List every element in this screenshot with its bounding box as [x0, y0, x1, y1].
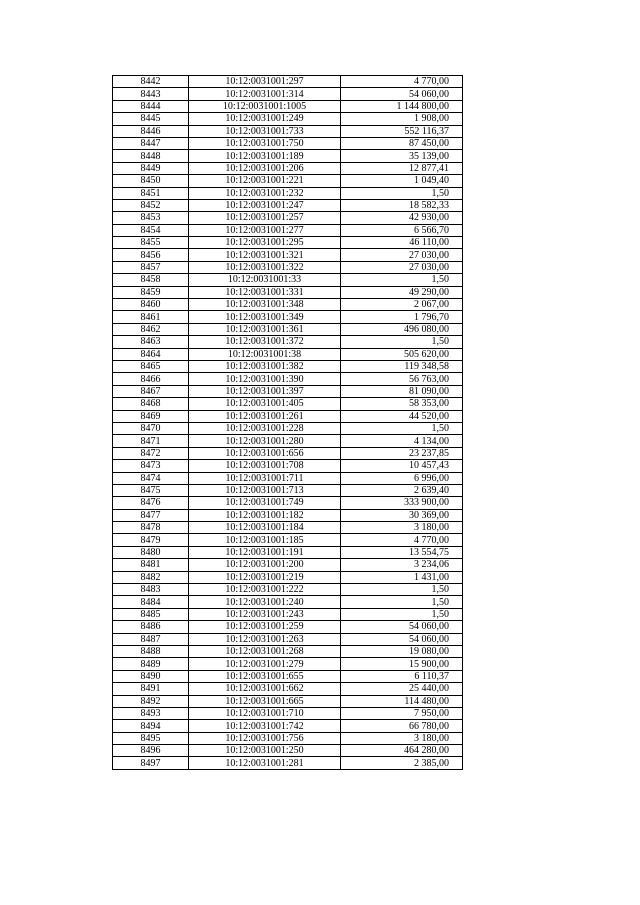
row-number-cell: 8446: [113, 125, 189, 137]
value-cell: 2 067,00: [341, 299, 463, 311]
cadastral-number-cell: 10:12:0031001:250: [189, 745, 341, 757]
value-cell: 552 116,37: [341, 125, 463, 137]
row-number-cell: 8463: [113, 336, 189, 348]
table-row: [113, 224, 463, 236]
table-row: [113, 484, 463, 496]
cadastral-number-cell: 10:12:0031001:185: [189, 534, 341, 546]
row-number-cell: 8472: [113, 447, 189, 459]
row-number-cell: 8474: [113, 472, 189, 484]
value-cell: 10 457,43: [341, 460, 463, 472]
table-row: [113, 249, 463, 261]
cadastral-number-cell: 10:12:0031001:662: [189, 683, 341, 695]
table-row: [113, 125, 463, 137]
cadastral-number-cell: 10:12:0031001:322: [189, 261, 341, 273]
cadastral-number-cell: 10:12:0031001:405: [189, 398, 341, 410]
cadastral-number-cell: 10:12:0031001:665: [189, 695, 341, 707]
cadastral-number-cell: 10:12:0031001:259: [189, 621, 341, 633]
table-row: [113, 410, 463, 422]
table-row: [113, 100, 463, 112]
table-row: [113, 88, 463, 100]
table-row: [113, 373, 463, 385]
row-number-cell: 8487: [113, 633, 189, 645]
row-number-cell: 8470: [113, 422, 189, 434]
table-row: [113, 584, 463, 596]
row-number-cell: 8492: [113, 695, 189, 707]
value-cell: 18 582,33: [341, 199, 463, 211]
row-number-cell: 8475: [113, 484, 189, 496]
data-table: [112, 75, 463, 770]
table-row: [113, 695, 463, 707]
value-cell: 4 770,00: [341, 76, 463, 88]
cadastral-number-cell: 10:12:0031001:243: [189, 608, 341, 620]
cadastral-number-cell: 10:12:0031001:756: [189, 732, 341, 744]
value-cell: 81 090,00: [341, 385, 463, 397]
cadastral-number-cell: 10:12:0031001:232: [189, 187, 341, 199]
table-row: [113, 472, 463, 484]
value-cell: 2 639,40: [341, 484, 463, 496]
value-cell: 4 134,00: [341, 435, 463, 447]
cadastral-number-cell: 10:12:0031001:655: [189, 670, 341, 682]
row-number-cell: 8497: [113, 757, 189, 769]
value-cell: 46 110,00: [341, 237, 463, 249]
table-row: [113, 460, 463, 472]
value-cell: 6 996,00: [341, 472, 463, 484]
table-row: [113, 546, 463, 558]
table-row: [113, 76, 463, 88]
cadastral-number-cell: 10:12:0031001:314: [189, 88, 341, 100]
table-row: [113, 199, 463, 211]
value-cell: 1 144 800,00: [341, 100, 463, 112]
table-row: [113, 113, 463, 125]
cadastral-number-cell: 10:12:0031001:742: [189, 720, 341, 732]
cadastral-number-cell: 10:12:0031001:240: [189, 596, 341, 608]
cadastral-number-cell: 10:12:0031001:279: [189, 658, 341, 670]
table-row: [113, 633, 463, 645]
value-cell: 1,50: [341, 187, 463, 199]
cadastral-number-cell: 10:12:0031001:249: [189, 113, 341, 125]
row-number-cell: 8443: [113, 88, 189, 100]
table-row: [113, 274, 463, 286]
row-number-cell: 8450: [113, 175, 189, 187]
cadastral-number-cell: 10:12:0031001:222: [189, 584, 341, 596]
value-cell: 27 030,00: [341, 261, 463, 273]
table-row: [113, 137, 463, 149]
table-row: [113, 422, 463, 434]
value-cell: 1,50: [341, 336, 463, 348]
value-cell: 1,50: [341, 584, 463, 596]
row-number-cell: 8464: [113, 348, 189, 360]
table-row: [113, 435, 463, 447]
cadastral-number-cell: 10:12:0031001:247: [189, 199, 341, 211]
row-number-cell: 8477: [113, 509, 189, 521]
table-row: [113, 732, 463, 744]
table-row: [113, 212, 463, 224]
table-row: [113, 559, 463, 571]
row-number-cell: 8453: [113, 212, 189, 224]
cadastral-number-cell: 10:12:0031001:257: [189, 212, 341, 224]
table-row: [113, 670, 463, 682]
value-cell: 35 139,00: [341, 150, 463, 162]
value-cell: 1,50: [341, 274, 463, 286]
table-row: [113, 323, 463, 335]
table-row: [113, 261, 463, 273]
cadastral-number-cell: 10:12:0031001:749: [189, 497, 341, 509]
table-row: [113, 336, 463, 348]
cadastral-number-cell: 10:12:0031001:261: [189, 410, 341, 422]
value-cell: 114 480,00: [341, 695, 463, 707]
row-number-cell: 8468: [113, 398, 189, 410]
value-cell: 87 450,00: [341, 137, 463, 149]
cadastral-number-cell: 10:12:0031001:182: [189, 509, 341, 521]
row-number-cell: 8442: [113, 76, 189, 88]
cadastral-number-cell: 10:12:0031001:221: [189, 175, 341, 187]
row-number-cell: 8467: [113, 385, 189, 397]
value-cell: 1,50: [341, 596, 463, 608]
cadastral-number-cell: 10:12:0031001:390: [189, 373, 341, 385]
cadastral-number-cell: 10:12:0031001:348: [189, 299, 341, 311]
value-cell: 1 049,40: [341, 175, 463, 187]
value-cell: 464 280,00: [341, 745, 463, 757]
value-cell: 2 385,00: [341, 757, 463, 769]
cadastral-number-cell: 10:12:0031001:277: [189, 224, 341, 236]
table-row: [113, 608, 463, 620]
row-number-cell: 8456: [113, 249, 189, 261]
table-row: [113, 299, 463, 311]
cadastral-number-cell: 10:12:0031001:349: [189, 311, 341, 323]
table-row: [113, 707, 463, 719]
cadastral-number-cell: 10:12:0031001:33: [189, 274, 341, 286]
row-number-cell: 8488: [113, 645, 189, 657]
table-row: [113, 720, 463, 732]
value-cell: 1 908,00: [341, 113, 463, 125]
table-row: [113, 683, 463, 695]
value-cell: 4 770,00: [341, 534, 463, 546]
cadastral-number-cell: 10:12:0031001:1005: [189, 100, 341, 112]
table-row: [113, 175, 463, 187]
row-number-cell: 8455: [113, 237, 189, 249]
row-number-cell: 8457: [113, 261, 189, 273]
row-number-cell: 8469: [113, 410, 189, 422]
value-cell: 27 030,00: [341, 249, 463, 261]
value-cell: 30 369,00: [341, 509, 463, 521]
cadastral-number-cell: 10:12:0031001:280: [189, 435, 341, 447]
value-cell: 49 290,00: [341, 286, 463, 298]
value-cell: 54 060,00: [341, 621, 463, 633]
row-number-cell: 8485: [113, 608, 189, 620]
row-number-cell: 8459: [113, 286, 189, 298]
cadastral-number-cell: 10:12:0031001:38: [189, 348, 341, 360]
value-cell: 66 780,00: [341, 720, 463, 732]
cadastral-number-cell: 10:12:0031001:733: [189, 125, 341, 137]
value-cell: 13 554,75: [341, 546, 463, 558]
table-row: [113, 497, 463, 509]
value-cell: 1 431,00: [341, 571, 463, 583]
value-cell: 6 110,37: [341, 670, 463, 682]
row-number-cell: 8465: [113, 360, 189, 372]
cadastral-number-cell: 10:12:0031001:200: [189, 559, 341, 571]
row-number-cell: 8483: [113, 584, 189, 596]
value-cell: 44 520,00: [341, 410, 463, 422]
cadastral-number-cell: 10:12:0031001:189: [189, 150, 341, 162]
value-cell: 119 348,58: [341, 360, 463, 372]
cadastral-number-cell: 10:12:0031001:397: [189, 385, 341, 397]
cadastral-number-cell: 10:12:0031001:297: [189, 76, 341, 88]
table-row: [113, 522, 463, 534]
row-number-cell: 8494: [113, 720, 189, 732]
cadastral-number-cell: 10:12:0031001:228: [189, 422, 341, 434]
cadastral-number-cell: 10:12:0031001:710: [189, 707, 341, 719]
cadastral-number-cell: 10:12:0031001:708: [189, 460, 341, 472]
table-row: [113, 286, 463, 298]
row-number-cell: 8478: [113, 522, 189, 534]
value-cell: 15 900,00: [341, 658, 463, 670]
row-number-cell: 8482: [113, 571, 189, 583]
row-number-cell: 8496: [113, 745, 189, 757]
row-number-cell: 8476: [113, 497, 189, 509]
value-cell: 6 566,70: [341, 224, 463, 236]
table-row: [113, 658, 463, 670]
cadastral-number-cell: 10:12:0031001:268: [189, 645, 341, 657]
row-number-cell: 8452: [113, 199, 189, 211]
table-row: [113, 645, 463, 657]
row-number-cell: 8479: [113, 534, 189, 546]
table-row: [113, 447, 463, 459]
cadastral-number-cell: 10:12:0031001:711: [189, 472, 341, 484]
row-number-cell: 8473: [113, 460, 189, 472]
row-number-cell: 8481: [113, 559, 189, 571]
cadastral-number-cell: 10:12:0031001:656: [189, 447, 341, 459]
table-row: [113, 348, 463, 360]
row-number-cell: 8460: [113, 299, 189, 311]
row-number-cell: 8491: [113, 683, 189, 695]
table-row: [113, 385, 463, 397]
row-number-cell: 8454: [113, 224, 189, 236]
cadastral-number-cell: 10:12:0031001:184: [189, 522, 341, 534]
row-number-cell: 8484: [113, 596, 189, 608]
table-row: [113, 757, 463, 769]
value-cell: 25 440,00: [341, 683, 463, 695]
cadastral-number-cell: 10:12:0031001:361: [189, 323, 341, 335]
value-cell: 1,50: [341, 608, 463, 620]
row-number-cell: 8461: [113, 311, 189, 323]
cadastral-number-cell: 10:12:0031001:191: [189, 546, 341, 558]
cadastral-number-cell: 10:12:0031001:295: [189, 237, 341, 249]
cadastral-number-cell: 10:12:0031001:331: [189, 286, 341, 298]
table-row: [113, 571, 463, 583]
value-cell: 1 796,70: [341, 311, 463, 323]
row-number-cell: 8486: [113, 621, 189, 633]
value-cell: 54 060,00: [341, 633, 463, 645]
table-row: [113, 745, 463, 757]
cadastral-number-cell: 10:12:0031001:281: [189, 757, 341, 769]
value-cell: 12 877,41: [341, 162, 463, 174]
table-row: [113, 596, 463, 608]
value-cell: 23 237,85: [341, 447, 463, 459]
row-number-cell: 8448: [113, 150, 189, 162]
table-row: [113, 237, 463, 249]
row-number-cell: 8490: [113, 670, 189, 682]
table-row: [113, 509, 463, 521]
value-cell: 505 620,00: [341, 348, 463, 360]
table-row: [113, 162, 463, 174]
row-number-cell: 8489: [113, 658, 189, 670]
cadastral-number-cell: 10:12:0031001:219: [189, 571, 341, 583]
value-cell: 3 180,00: [341, 522, 463, 534]
value-cell: 19 080,00: [341, 645, 463, 657]
row-number-cell: 8480: [113, 546, 189, 558]
value-cell: 56 763,00: [341, 373, 463, 385]
table-row: [113, 534, 463, 546]
value-cell: 54 060,00: [341, 88, 463, 100]
value-cell: 333 900,00: [341, 497, 463, 509]
table-row: [113, 311, 463, 323]
cadastral-number-cell: 10:12:0031001:263: [189, 633, 341, 645]
row-number-cell: 8444: [113, 100, 189, 112]
table-row: [113, 150, 463, 162]
cadastral-number-cell: 10:12:0031001:750: [189, 137, 341, 149]
cadastral-number-cell: 10:12:0031001:321: [189, 249, 341, 261]
row-number-cell: 8462: [113, 323, 189, 335]
row-number-cell: 8451: [113, 187, 189, 199]
value-cell: 496 080,00: [341, 323, 463, 335]
value-cell: 3 234,06: [341, 559, 463, 571]
table-body: [113, 76, 463, 770]
value-cell: 42 930,00: [341, 212, 463, 224]
table-row: [113, 187, 463, 199]
row-number-cell: 8495: [113, 732, 189, 744]
row-number-cell: 8466: [113, 373, 189, 385]
row-number-cell: 8493: [113, 707, 189, 719]
row-number-cell: 8458: [113, 274, 189, 286]
table-row: [113, 621, 463, 633]
value-cell: 7 950,00: [341, 707, 463, 719]
cadastral-number-cell: 10:12:0031001:372: [189, 336, 341, 348]
value-cell: 58 353,00: [341, 398, 463, 410]
row-number-cell: 8471: [113, 435, 189, 447]
table-row: [113, 360, 463, 372]
cadastral-number-cell: 10:12:0031001:382: [189, 360, 341, 372]
value-cell: 3 180,00: [341, 732, 463, 744]
row-number-cell: 8447: [113, 137, 189, 149]
value-cell: 1,50: [341, 422, 463, 434]
row-number-cell: 8445: [113, 113, 189, 125]
row-number-cell: 8449: [113, 162, 189, 174]
cadastral-number-cell: 10:12:0031001:713: [189, 484, 341, 496]
table-row: [113, 398, 463, 410]
cadastral-number-cell: 10:12:0031001:206: [189, 162, 341, 174]
